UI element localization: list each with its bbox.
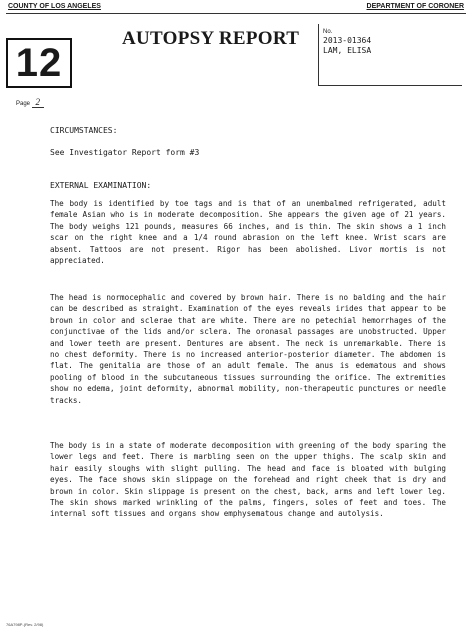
decedent-name: LAM, ELISA [323,46,372,55]
external-exam-heading: EXTERNAL EXAMINATION: [50,181,152,190]
circumstances-text: See Investigator Report form #3 [50,148,200,157]
page-number: 2 [32,97,44,108]
circumstances-heading: CIRCUMSTANCES: [50,126,118,135]
external-para-1-wrap [50,198,446,266]
case-number: 2013-01364 [323,36,372,45]
case-info-box [318,24,462,86]
department-header: DEPARTMENT OF CORONER [366,3,464,10]
circumstances-section [50,126,446,158]
form-number-box: 12 [6,38,72,88]
form-code-footer: 76A798P-(Rev. 2/98) [6,622,44,627]
external-para-2-wrap [50,292,446,406]
external-paragraph-1: The body is identified by toe tags and is that of an unembalmed refrigerated, adult female Asian who is in moderate decomposition. She appears the given age of 21 years. The body weighs 121 pounds, measures 66 inches, and is thin. The skin shows a 1 inch scar on the right knee and a 1/4 round abrasion on the left knee. Wrist scars are absent. Tattoos are not present. Rigor has been abolished. Livor mortis is not appreciated. [50,199,446,266]
external-para-3-wrap [50,440,446,520]
header-rule [6,13,466,14]
external-paragraph-2: The head is normocephalic and covered by brown hair. There is no balding and the hair can be described as straight. Examination of the eyes reveals irides that appear to be brown in color and sclerae that are white. There are no petechial hemorrhages of the conjunctivae of the lids and/or sclera. The oronasal passages are unobstructed. Upper and lower teeth are present. Dentures are absent. The neck is unremarkable. There is no chest deformity. There is no increased anterior-posterior diameter. The abdomen is flat. The genitalia are those of an adult female. The anus is edematous and shows pooling of blood in the subcutaneous tissues surrounding the orifice. The extremities show no edema, joint deformity, abnormal mobility, non-therapeutic punctures or needle tracks. [50,293,446,405]
external-exam-heading-wrap [50,181,446,191]
county-header: COUNTY OF LOS ANGELES [8,3,101,10]
external-paragraph-3: The body is in a state of moderate decomposition with greening of the body sparing the lower legs and feet. There is marbling seen on the upper thighs. The scalp skin and hair easily sloughs with slight pulling. The head and face is bloated with bulging eyes. The face shows skin slippage on the forehead and right cheek that is dry and brown in color. Skin slippage is present on the chest, back, arms and left lower leg. The skin shows marked wrinkling of the palms, fingers, soles of feet and toes. The internal soft tissues and organs show emphysematous change and autolysis. [50,441,446,519]
page-label: Page [16,101,31,107]
page-indicator [16,97,44,108]
case-number-label: No. [323,29,333,35]
report-title: AUTOPSY REPORT [122,28,300,49]
